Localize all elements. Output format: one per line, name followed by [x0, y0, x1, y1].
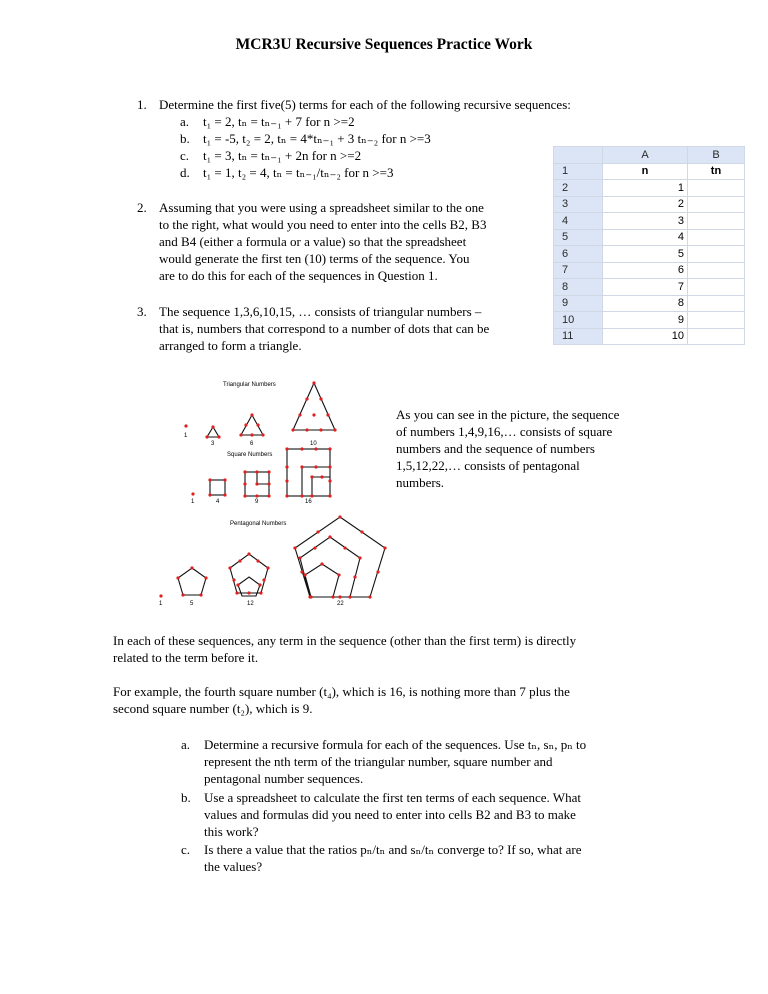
part-a-line: represent the nth term of the triangular number, square number and	[204, 754, 553, 769]
cell-b	[688, 180, 745, 197]
part-c-line: Is there a value that the ratios pₙ/tₙ and sₙ/tₙ converge to? If so, what are	[204, 842, 582, 857]
q1-item-letter: b.	[180, 131, 190, 146]
triangular-count: 1	[184, 433, 188, 439]
q2-line: Assuming that you were using a spreadsheet similar to the one	[159, 200, 484, 215]
square-count: 4	[216, 499, 220, 505]
triangle-10	[293, 383, 335, 430]
part-a-line: pentagonal number sequences.	[204, 771, 364, 786]
part-letter: b.	[181, 790, 191, 805]
cell-b	[688, 279, 745, 296]
square-title: Square Numbers	[227, 452, 273, 458]
q2-line: to the right, what would you need to enter into the cells B2, B3	[159, 217, 487, 232]
pentagon-12	[230, 554, 268, 593]
pentagonal-count: 5	[190, 601, 194, 607]
square-16-inner	[302, 467, 330, 496]
q3-line: that is, numbers that correspond to a number of dots that can be	[159, 321, 490, 336]
cell-b	[688, 328, 745, 345]
row-header: 2	[554, 180, 603, 197]
pentagon-22-inner	[305, 564, 339, 597]
q1-item-c: t₁ = 3, tₙ = tₙ₋₁ + 2n for n >=2	[203, 148, 362, 163]
row-header: 10	[554, 312, 603, 329]
q2-line: are to do this for each of the sequences in Question 1.	[159, 268, 438, 283]
row-header: 4	[554, 213, 603, 230]
q3-number: 3.	[137, 304, 147, 319]
row-header: 11	[554, 328, 603, 345]
square-count: 16	[305, 499, 312, 505]
col-header-a: A	[603, 147, 688, 164]
cell-a: n	[603, 163, 688, 180]
q1-item-letter: a.	[180, 114, 190, 129]
part-b-line: Use a spreadsheet to calculate the first ten terms of each sequence. What	[204, 790, 581, 805]
q2-number: 2.	[137, 200, 147, 215]
cell-b	[688, 312, 745, 329]
cell-b	[688, 229, 745, 246]
para2-line: second square number (t₂), which is 9.	[113, 701, 313, 716]
side-text-line: of numbers 1,4,9,16,… consists of square	[396, 424, 613, 439]
pentagonal-title: Pentagonal Numbers	[230, 521, 287, 527]
cell-a: 6	[603, 262, 688, 279]
triangular-count: 3	[211, 441, 215, 447]
cell-a: 2	[603, 196, 688, 213]
q2-line: and B4 (either a formula or a value) so that the spreadsheet	[159, 234, 467, 249]
cell-a: 1	[603, 180, 688, 197]
part-b-line: values and formulas did you need to enter into cells B2 and B3 to make	[204, 807, 576, 822]
figurate-numbers-figure	[150, 375, 395, 610]
corner-cell	[554, 147, 603, 164]
q1-item-d: t₁ = 1, t₂ = 4, tₙ = tₙ₋₁/tₙ₋₂ for n >=3	[203, 165, 394, 180]
q2-line: would generate the first ten (10) terms of the sequence. You	[159, 251, 470, 266]
triangular-title: Triangular Numbers	[223, 382, 276, 388]
cell-a: 10	[603, 328, 688, 345]
row-header: 5	[554, 229, 603, 246]
pentagonal-count: 12	[247, 601, 254, 607]
square-count: 1	[191, 499, 195, 505]
spreadsheet	[553, 146, 745, 345]
cell-a: 8	[603, 295, 688, 312]
part-letter: a.	[181, 737, 191, 752]
dots	[159, 381, 386, 598]
q1-item-b: t₁ = -5, t₂ = 2, tₙ = 4*tₙ₋₁ + 3 tₙ₋₂ for n >=3	[203, 131, 431, 146]
cell-a: 9	[603, 312, 688, 329]
para2-line: For example, the fourth square number (t₄), which is 16, is nothing more than 7 plus the	[113, 684, 570, 699]
q3-line: The sequence 1,3,6,10,15, … consists of triangular numbers –	[159, 304, 482, 319]
cell-b	[688, 213, 745, 230]
row-header: 1	[554, 163, 603, 180]
cell-a: 4	[603, 229, 688, 246]
triangular-count: 10	[310, 441, 317, 447]
pentagon-5	[178, 568, 206, 595]
row-header: 8	[554, 279, 603, 296]
part-a-line: Determine a recursive formula for each of the sequences. Use tₙ, sₙ, pₙ to	[204, 737, 587, 752]
row-header: 7	[554, 262, 603, 279]
q1-number: 1.	[137, 97, 147, 112]
side-text-line: 1,5,12,22,… consists of pentagonal	[396, 458, 580, 473]
side-text-line: numbers.	[396, 475, 445, 490]
q1-item-letter: d.	[180, 165, 190, 180]
page-title: MCR3U Recursive Sequences Practice Work	[235, 36, 533, 53]
square-count: 9	[255, 499, 259, 505]
side-text-line: As you can see in the picture, the sequence	[396, 407, 620, 422]
pentagonal-count: 22	[337, 601, 344, 607]
para1-line: In each of these sequences, any term in the sequence (other than the first term) is directly	[113, 633, 577, 648]
cell-b	[688, 295, 745, 312]
cell-a: 7	[603, 279, 688, 296]
q3-line: arranged to form a triangle.	[159, 338, 302, 353]
q1-item-letter: c.	[180, 148, 190, 163]
pentagonal-count: 1	[159, 601, 163, 607]
row-header: 6	[554, 246, 603, 263]
cell-b: tn	[688, 163, 745, 180]
cell-b	[688, 262, 745, 279]
triangle-6	[241, 415, 263, 435]
part-c-line: the values?	[204, 859, 263, 874]
q1-item-a: t₁ = 2, tₙ = tₙ₋₁ + 7 for n >=2	[203, 114, 355, 129]
triangular-count: 6	[250, 441, 254, 447]
square-16	[287, 449, 330, 496]
part-b-line: this work?	[204, 824, 259, 839]
col-header-b: B	[688, 147, 745, 164]
cell-a: 5	[603, 246, 688, 263]
q1-text: Determine the first five(5) terms for each of the following recursive sequences:	[159, 97, 571, 112]
square-9-inner	[257, 472, 269, 484]
row-header: 9	[554, 295, 603, 312]
cell-b	[688, 246, 745, 263]
cell-a: 3	[603, 213, 688, 230]
row-header: 3	[554, 196, 603, 213]
cell-b	[688, 196, 745, 213]
side-text-line: numbers and the sequence of numbers	[396, 441, 595, 456]
part-letter: c.	[181, 842, 191, 857]
pentagon-22	[295, 517, 385, 597]
square-4	[210, 480, 225, 495]
para1-line: related to the term before it.	[113, 650, 259, 665]
